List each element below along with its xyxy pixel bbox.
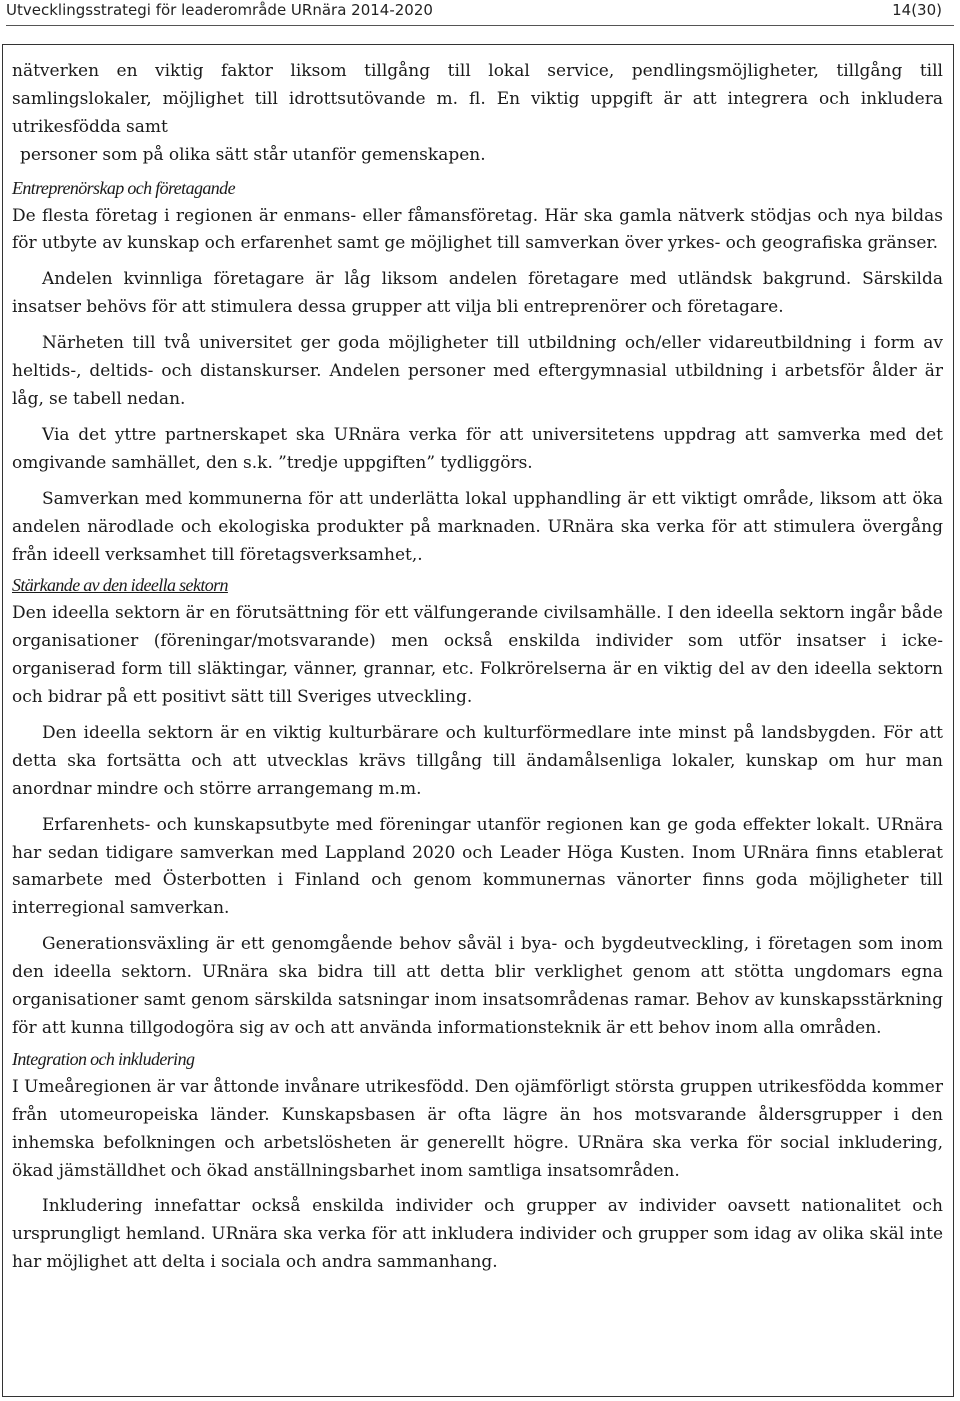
paragraph: Via det yttre partnerskapet ska URnära verka för att universitetens uppdrag att samverka med det omgivande samhället, den s.k. ”tredje uppgiften” tydliggörs.	[12, 424, 943, 473]
paragraph: I Umeåregionen är var åttonde invånare utrikesfödd. Den ojämförligt största gruppen utrikesfödda kommer från utomeuropeiska länder. Kunskapsbasen är ofta lägre än hos motsvarande åldersgrupper i den inhemska befolkningen och arbetslösheten är generellt högre. URnära ska verka för social inkludering, ökad jämställdhet och ökad anställningsbarhet inom samtliga insatsområden.	[12, 1076, 943, 1181]
paragraph: Närheten till två universitet ger goda möjligheter till utbildning och/eller vidareutbildning i form av heltids-, deltids- och distanskurser. Andelen personer med eftergymnasial utbildning i arbetsför ålder är låg, se tabell nedan.	[12, 333, 943, 409]
paragraph: Erfarenhets- och kunskapsutbyte med föreningar utanför regionen kan ge goda effekter lokalt. URnära har sedan tidigare samverkan med Lappland 2020 och Leader Höga Kusten. Inom URnära finns etablerat samarbete med Österbotten i Finland och genom kommunernas vänorter finns goda möjligheter till interregional samverkan.	[12, 814, 943, 919]
page-number: 14(30)	[892, 1, 942, 19]
paragraph: personer som på olika sätt står utanför gemenskapen.	[20, 144, 486, 165]
paragraph: Den ideella sektorn är en förutsättning för ett välfungerande civilsamhälle. I den ideella sektorn ingår både organisationer (föreningar/motsvarande) men också enskilda individer som utför insatser i icke-organiserad form till släktingar, vänner, grannar, etc. Folkrörelserna är en viktig del av den ideella sektorn och bidrar på ett positivt sätt till Sveriges utveckling.	[12, 603, 943, 708]
section-heading-integration: Integration och inkludering	[12, 1048, 195, 1069]
paragraph: De flesta företag i regionen är enmans- eller fåmansföretag. Här ska gamla nätverk stödjas och nya bildas för utbyte av kunskap och erfarenhet samt ge möjlighet till samverkan över yrkes- och geografiska gränser.	[12, 205, 943, 254]
header-divider	[6, 25, 954, 26]
paragraph: Den ideella sektorn är en viktig kulturbärare och kulturförmedlare inte minst på landsbygden. För att detta ska fortsätta och att utvecklas krävs tillgång till ändamålsenliga lokaler, kunskap om hur man anordnar mindre och större arrangemang m.m.	[12, 722, 943, 799]
section-heading-entreprenorskap: Entreprenörskap och företagande	[12, 177, 235, 198]
document-title: Utvecklingsstrategi för leaderområde URnära 2014-2020	[6, 1, 433, 19]
section-heading-ideella-sektorn: Stärkande av den ideella sektorn	[12, 575, 228, 596]
paragraph: nätverken en viktig faktor liksom tillgång till lokal service, pendlingsmöjligheter, tillgång till samlingslokaler, möjlighet till idrottsutövande m. fl. En viktig uppgift är att integrera och inkludera utrikesfödda samt	[12, 61, 943, 137]
paragraph: Andelen kvinnliga företagare är låg liksom andelen företagare med utländsk bakgrund. Särskilda insatser behövs för att stimulera dessa grupper att vilja bli entreprenörer och företagare.	[12, 269, 943, 318]
page-header	[6, 0, 954, 26]
paragraph: Generationsväxling är ett genomgående behov såväl i bya- och bygdeutveckling, i företagen som inom den ideella sektorn. URnära ska bidra till att detta blir verklighet genom att stötta ungdomars egna organisationer samt genom särskilda satsningar inom insatsområdenas ramar. Behov av kunskapsstärkning för att kunna tillgodogöra sig av och att använda informationsteknik är ett behov inom alla områden.	[12, 934, 943, 1038]
paragraph: Inkludering innefattar också enskilda individer och grupper av individer oavsett nationalitet och ursprungligt hemland. URnära ska verka för att inkludera individer och grupper som idag av olika skäl inte har möjlighet att delta i sociala och andra sammanhang.	[12, 1196, 943, 1273]
paragraph: Samverkan med kommunerna för att underlätta lokal upphandling är ett viktigt område, liksom att öka andelen närodlade och ekologiska produkter på marknaden. URnära ska verka för att stimulera övergång från ideell verksamhet till företagsverksamhet,.	[12, 488, 943, 565]
body-text	[12, 58, 943, 1277]
